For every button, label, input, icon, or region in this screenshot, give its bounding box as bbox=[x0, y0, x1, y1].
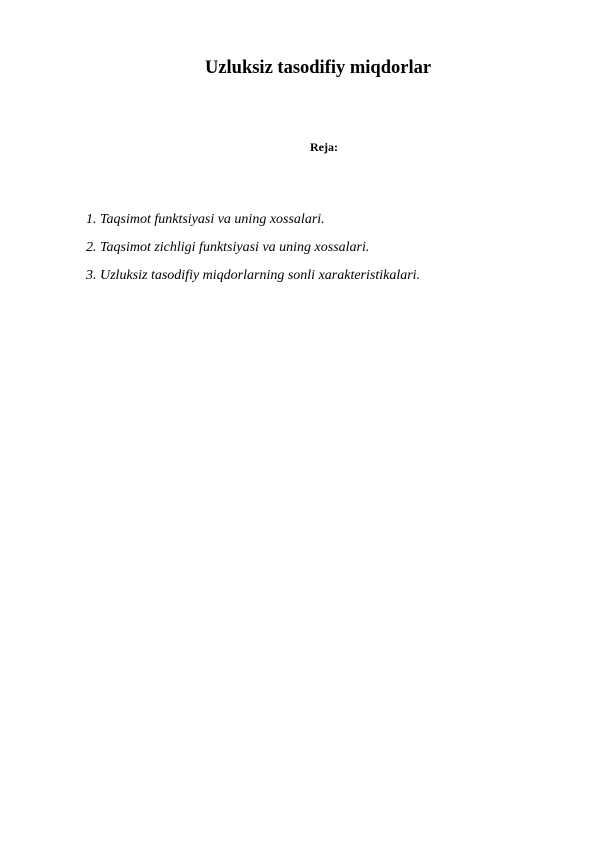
plan-list bbox=[86, 210, 420, 294]
plan-item: 1. Taqsimot funktsiyasi va uning xossalari. bbox=[86, 212, 325, 227]
document-title: Uzluksiz tasodifiy miqdorlar bbox=[204, 58, 432, 78]
plan-item: 3. Uzluksiz tasodifiy miqdorlarning sonli xarakteristikalari. bbox=[86, 268, 421, 283]
plan-item: 2. Taqsimot zichligi funktsiyasi va uning xossalari. bbox=[86, 240, 370, 255]
plan-label: Reja: bbox=[310, 140, 338, 154]
